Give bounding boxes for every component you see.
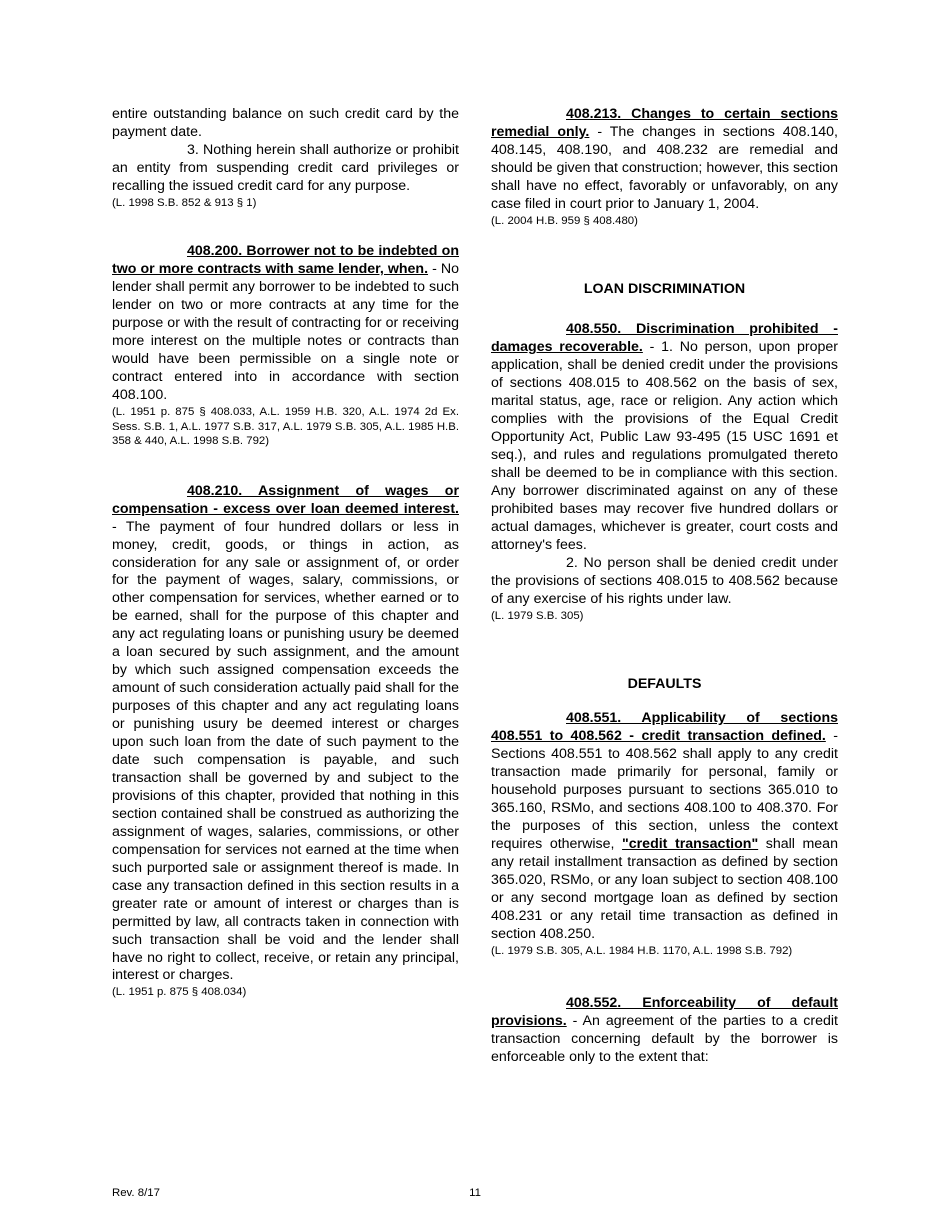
revision-label: Rev. 8/17 xyxy=(112,1187,160,1199)
section-408-551 xyxy=(491,710,838,943)
credit-transaction-term: "credit transaction" xyxy=(622,835,759,852)
continued-subsection-3: 3. Nothing herein shall authorize or prohibit an entity from suspending credit card privileges or recalling the issued credit card for any purpose. xyxy=(112,141,459,194)
section-408-210 xyxy=(112,483,459,986)
continued-citation: (L. 1998 S.B. 852 & 913 § 1) xyxy=(112,196,257,209)
section-408-550-body: - 1. No person, upon proper application, shall be denied credit under the provisions of sections 408.015 to 408.562 on the basis of sex, marital status, age, race or religion. Any action which complies with the provisions of the Equal Credit Opportunity Act, Public Law 93-495 (15 USC 1691 et seq.), and rules and regulations promulgated thereto shall be deemed to be in compliance with this section. Any borrower discriminated against on any of these prohibited bases may recover five hundred dollars or actual damages, whichever is greater, court costs and attorney's fees. xyxy=(491,339,838,553)
defaults-title: DEFAULTS xyxy=(627,676,702,693)
section-408-200 xyxy=(112,243,459,405)
section-408-552 xyxy=(491,995,838,1067)
section-408-200-citation: (L. 1951 p. 875 § 408.033, A.L. 1959 H.B. 320, A.L. 1974 2d Ex. Sess. S.B. 1, A.L. 1977 S.B. 317, A.L. 1979 S.B. 305, A.L. 1985 H.B. 358 & 440, A.L. 1998 S.B. 792) xyxy=(112,405,459,448)
section-408-550 xyxy=(491,321,838,554)
section-408-552-heading: 408.552. Enforceability of default provisions. xyxy=(491,995,838,1030)
continued-paragraph: entire outstanding balance on such credit card by the payment date. xyxy=(112,106,459,140)
section-408-551-body-b: shall mean any retail installment transaction as defined by section 365.020, RSMo, or any loan subject to section 408.100 or any second mortgage loan as defined by section 408.231 or any retail time transaction as defined in section 408.250. xyxy=(491,835,838,942)
section-408-210-body: - The payment of four hundred dollars or less in money, credit, goods, or things in action, as consideration for any sale or assignment of, or order for the payment of wages, salary, commissions, or other compensation for services, whether earned or to be earned, shall for the purpose of this chapter and any act regulating loans or punishing usury be deemed a loan secured by such assignment, and the amount by which such assigned compensation exceeds the amount of such consideration actually paid shall for the purposes of this chapter and any act regulating loans or punishing usury be deemed interest or charges upon such loan from the date of such payment to the date such compensation is payable, and such transaction shall be governed by and subject to the provisions of this chapter, provided that nothing in this section contained shall be construed as authorizing the assignment of wages, salaries, commissions, or other compensation for services not earned at the time when such purported sale or assignment thereof is made. In case any transaction defined in this section results in a greater rate or amount of interest or charges than is permitted by law, all contracts taken in connection with such transaction shall be void and the lender shall have no right to collect, receive, or retain any principal, interest or charges. xyxy=(112,518,459,984)
section-408-550-subsection-2: 2. No person shall be denied credit under the provisions of sections 408.015 to 408.562 because of any exercise of his rights under law. xyxy=(491,554,838,607)
section-408-551-heading: 408.551. Applicability of sections 408.551 to 408.562 - credit transaction defined. xyxy=(491,710,838,745)
section-408-552-body: - An agreement of the parties to a credit transaction concerning default by the borrower is enforceable only to the extent that: xyxy=(491,1013,838,1065)
loan-discrimination-title: LOAN DISCRIMINATION xyxy=(583,281,746,298)
section-408-210-heading: 408.210. Assignment of wages or compensation - excess over loan deemed interest. xyxy=(112,482,459,517)
section-408-550-heading: 408.550. Discrimination prohibited - damages recoverable. xyxy=(491,321,838,356)
section-408-551-body-a: - Sections 408.551 to 408.562 shall apply to any credit transaction made primarily for personal, family or household purposes pursuant to sections 365.010 to 365.160, RSMo, and sections 408.100 to 408.370. For the purposes of this section, unless the context requires otherwise, xyxy=(491,728,838,852)
section-408-200-body: - No lender shall permit any borrower to be indebted to such lender on two or more contracts at any time for the purpose or with the result of contracting for or receiving more interest on the multiple notes or contracts than would have been permissible on a single note or contract entered into in accordance with section 408.100. xyxy=(112,261,459,403)
section-408-550-citation: (L. 1979 S.B. 305) xyxy=(491,609,584,622)
section-408-200-heading: 408.200. Borrower not to be indebted on two or more contracts with same lender, when. xyxy=(112,243,459,278)
page-number: 11 xyxy=(469,1187,481,1199)
right-column xyxy=(491,106,838,1067)
section-408-210-citation: (L. 1951 p. 875 § 408.034) xyxy=(112,986,247,999)
left-column xyxy=(112,106,459,1000)
section-408-213-heading: 408.213. Changes to certain sections remedial only. xyxy=(491,106,838,140)
section-408-213-citation: (L. 2004 H.B. 959 § 408.480) xyxy=(491,214,638,227)
section-408-213 xyxy=(491,106,838,214)
section-408-551-citation: (L. 1979 S.B. 305, A.L. 1984 H.B. 1170, A.L. 1998 S.B. 792) xyxy=(491,944,793,957)
section-408-213-body: - The changes in sections 408.140, 408.145, 408.190, and 408.232 are remedial and should be given that construction; however, this section shall have no effect, favorably or unfavorably, on any case filed in court prior to January 1, 2004. xyxy=(491,123,839,212)
